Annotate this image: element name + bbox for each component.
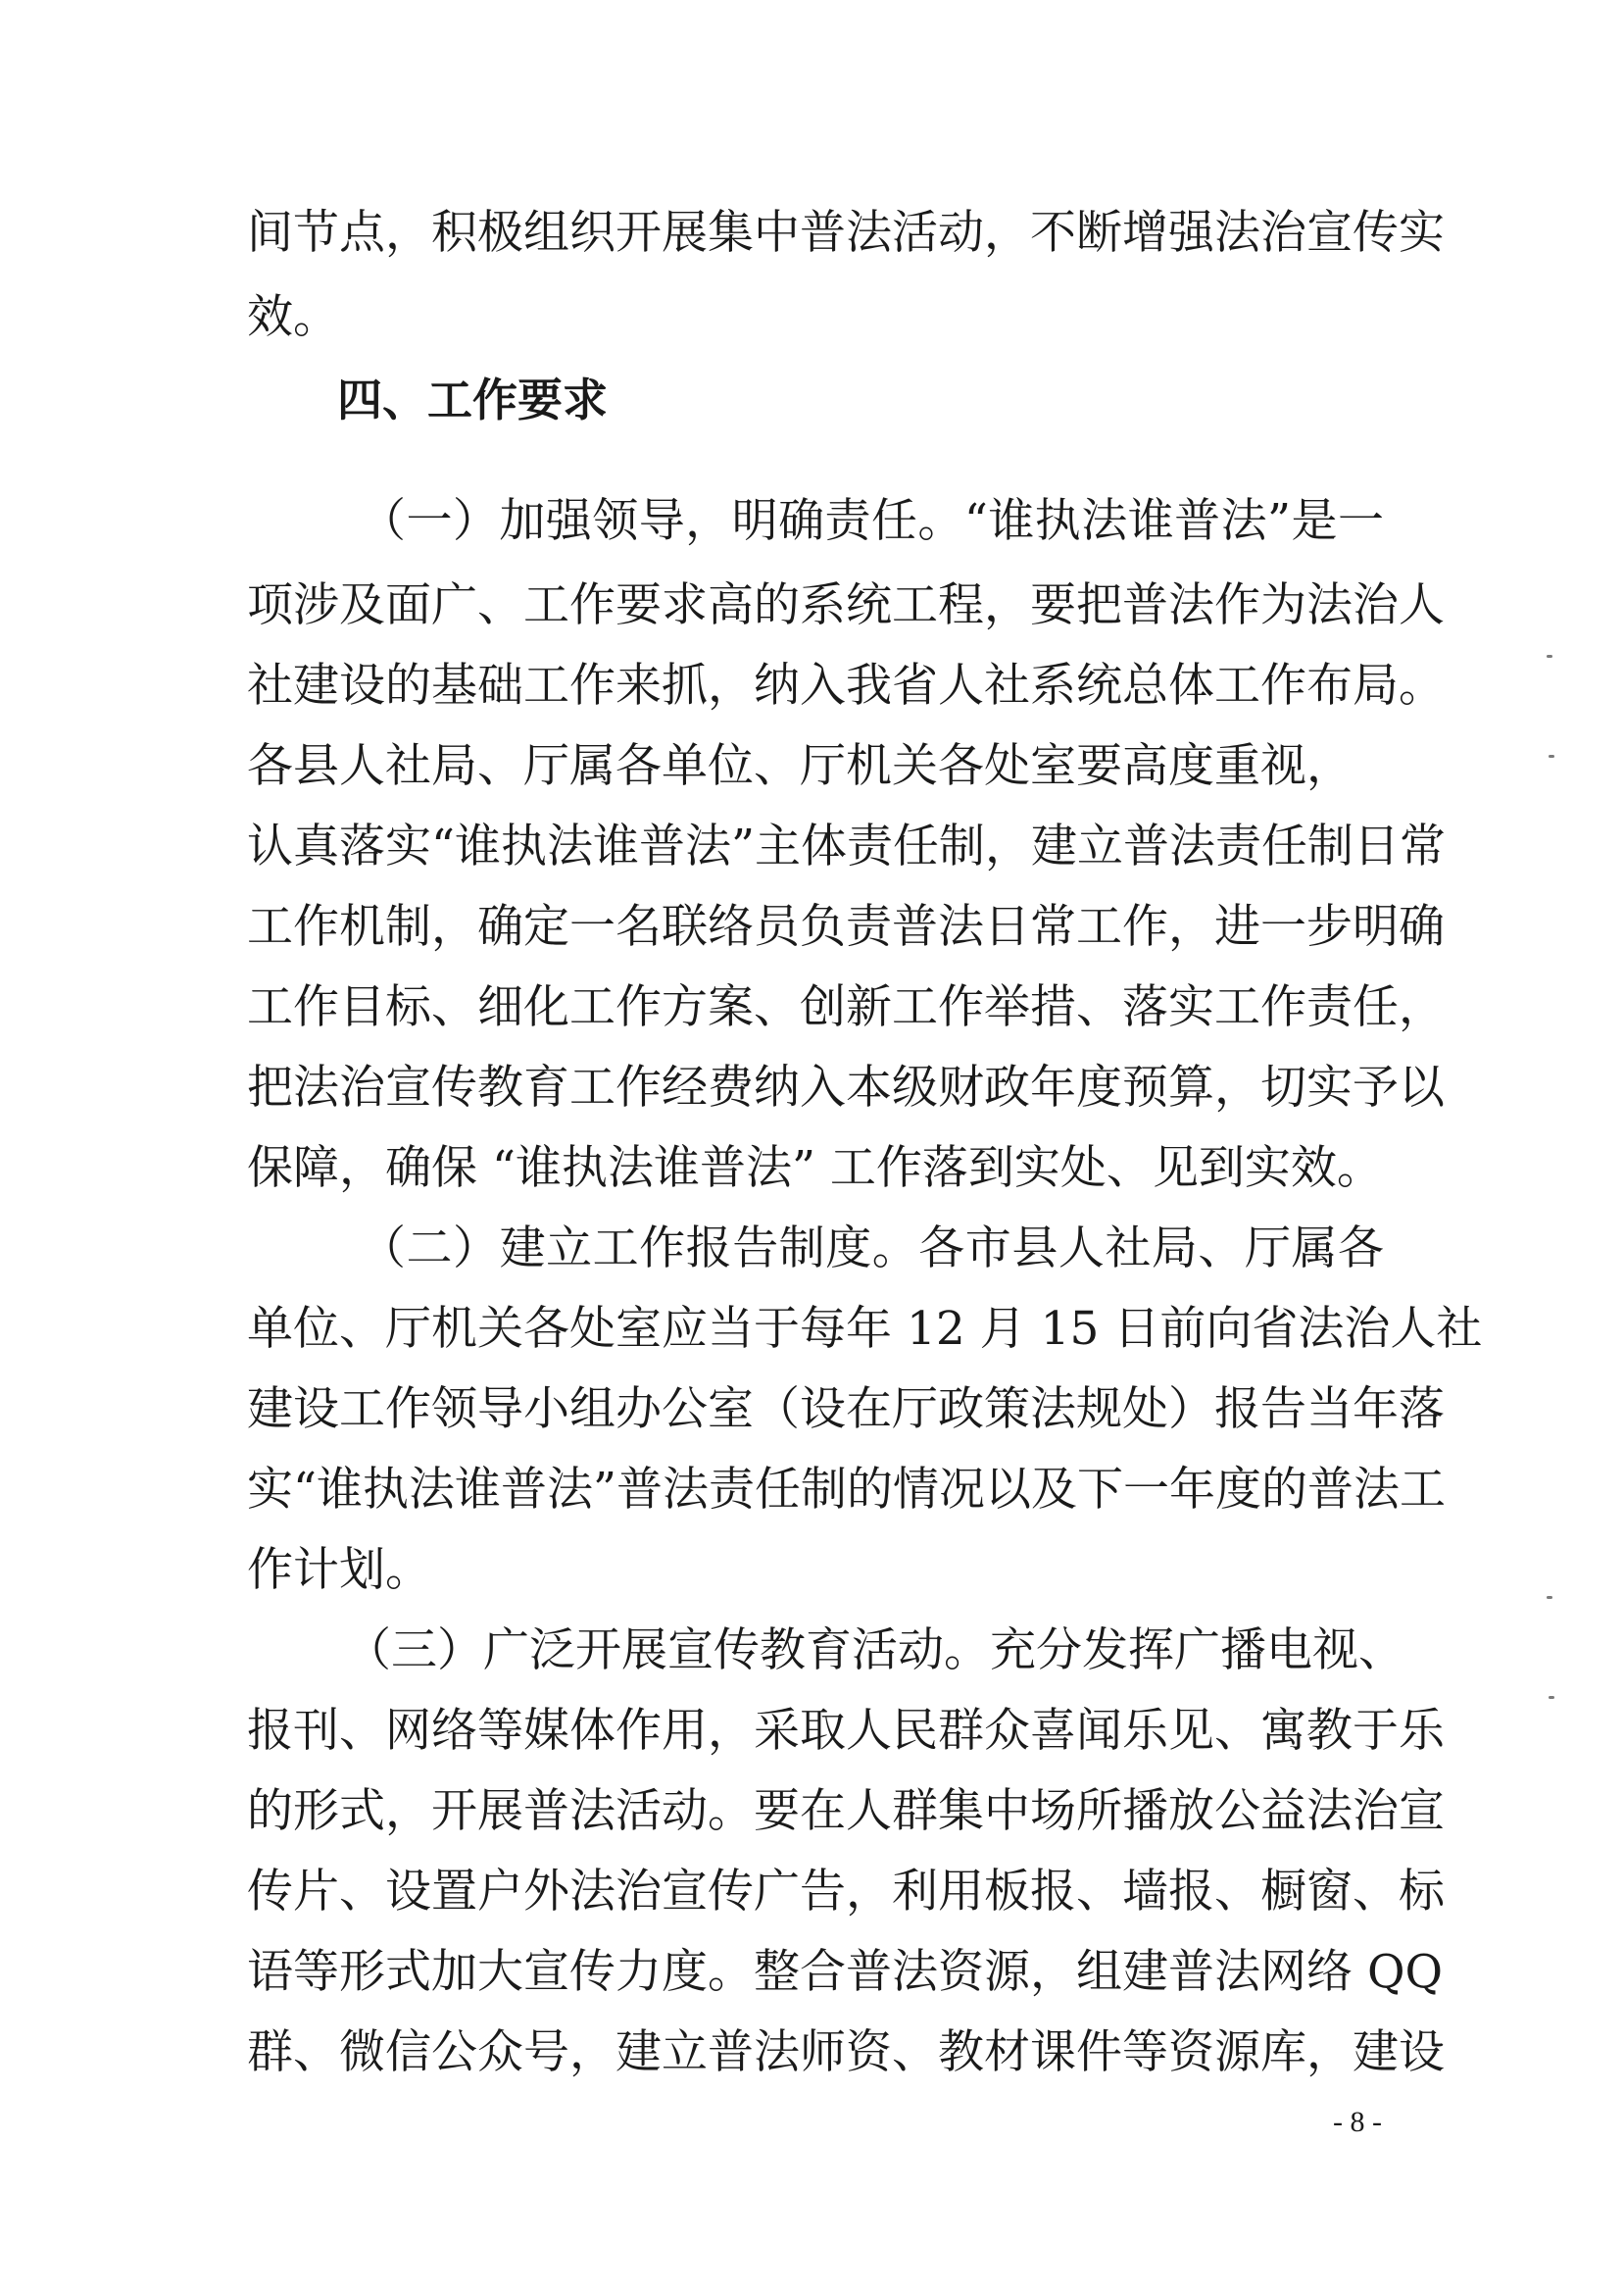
section-heading: 四、工作要求: [337, 374, 608, 426]
text-line-20: 传片、设置户外法治宣传广告，利用板报、墙报、橱窗、标: [247, 1865, 1445, 1919]
text-line-22: 群、微信公众号，建立普法师资、教材课件等资源库，建设: [247, 2025, 1445, 2079]
text-line-03: （一）加强领导，明确责任。“谁执法谁普法”是一: [360, 494, 1384, 548]
page-number: - 8 -: [1333, 2106, 1382, 2138]
scan-speck-1: [1547, 655, 1552, 658]
scan-speck-3: [1547, 1596, 1552, 1599]
text-line-09: 工作目标、细化工作方案、创新工作举措、落实工作责任，: [247, 980, 1445, 1034]
text-line-07: 认真落实“谁执法谁普法”主体责任制，建立普法责任制日常: [247, 820, 1447, 873]
text-line-10: 把法治宣传教育工作经费纳入本级财政年度预算，切实予以: [247, 1061, 1445, 1115]
text-line-08: 工作机制，确定一名联络员负责普法日常工作，进一步明确: [247, 900, 1445, 954]
text-line-18: 报刊、网络等媒体作用，采取人民群众喜闻乐见、寓教于乐: [247, 1704, 1445, 1758]
scan-speck-4: [1549, 1696, 1554, 1699]
text-line-12: （二）建立工作报告制度。各市县人社局、厅属各: [360, 1221, 1384, 1275]
text-line-05: 社建设的基础工作来抓，纳入我省人社系统总体工作布局。: [247, 659, 1445, 713]
scan-speck-2: [1549, 755, 1554, 758]
text-line-04: 项涉及面广、工作要求高的系统工程，要把普法作为法治人: [247, 578, 1445, 632]
text-line-02: 效。: [247, 290, 339, 344]
text-line-19: 的形式，开展普法活动。要在人群集中场所播放公益法治宣: [247, 1784, 1445, 1838]
text-line-06: 各县人社局、厅属各单位、厅机关各处室要高度重视，: [247, 739, 1353, 793]
text-line-17: （三）广泛开展宣传教育活动。充分发挥广播电视、: [345, 1623, 1404, 1677]
text-line-16: 作计划。: [247, 1543, 431, 1597]
text-line-14: 建设工作领导小组办公室（设在厅政策法规处）报告当年落: [247, 1382, 1445, 1436]
text-line-11: 保障，确保 “谁执法谁普法” 工作落到实处、见到实效。: [247, 1141, 1383, 1195]
text-line-21: 语等形式加大宣传力度。整合普法资源，组建普法网络 QQ: [247, 1945, 1444, 1999]
text-line-13: 单位、厅机关各处室应当于每年 12 月 15 日前向省法治人社: [247, 1302, 1483, 1356]
text-line-01: 间节点，积极组织开展集中普法活动，不断增强法治宣传实: [247, 206, 1445, 260]
text-line-15: 实“谁执法谁普法”普法责任制的情况以及下一年度的普法工: [247, 1463, 1447, 1517]
